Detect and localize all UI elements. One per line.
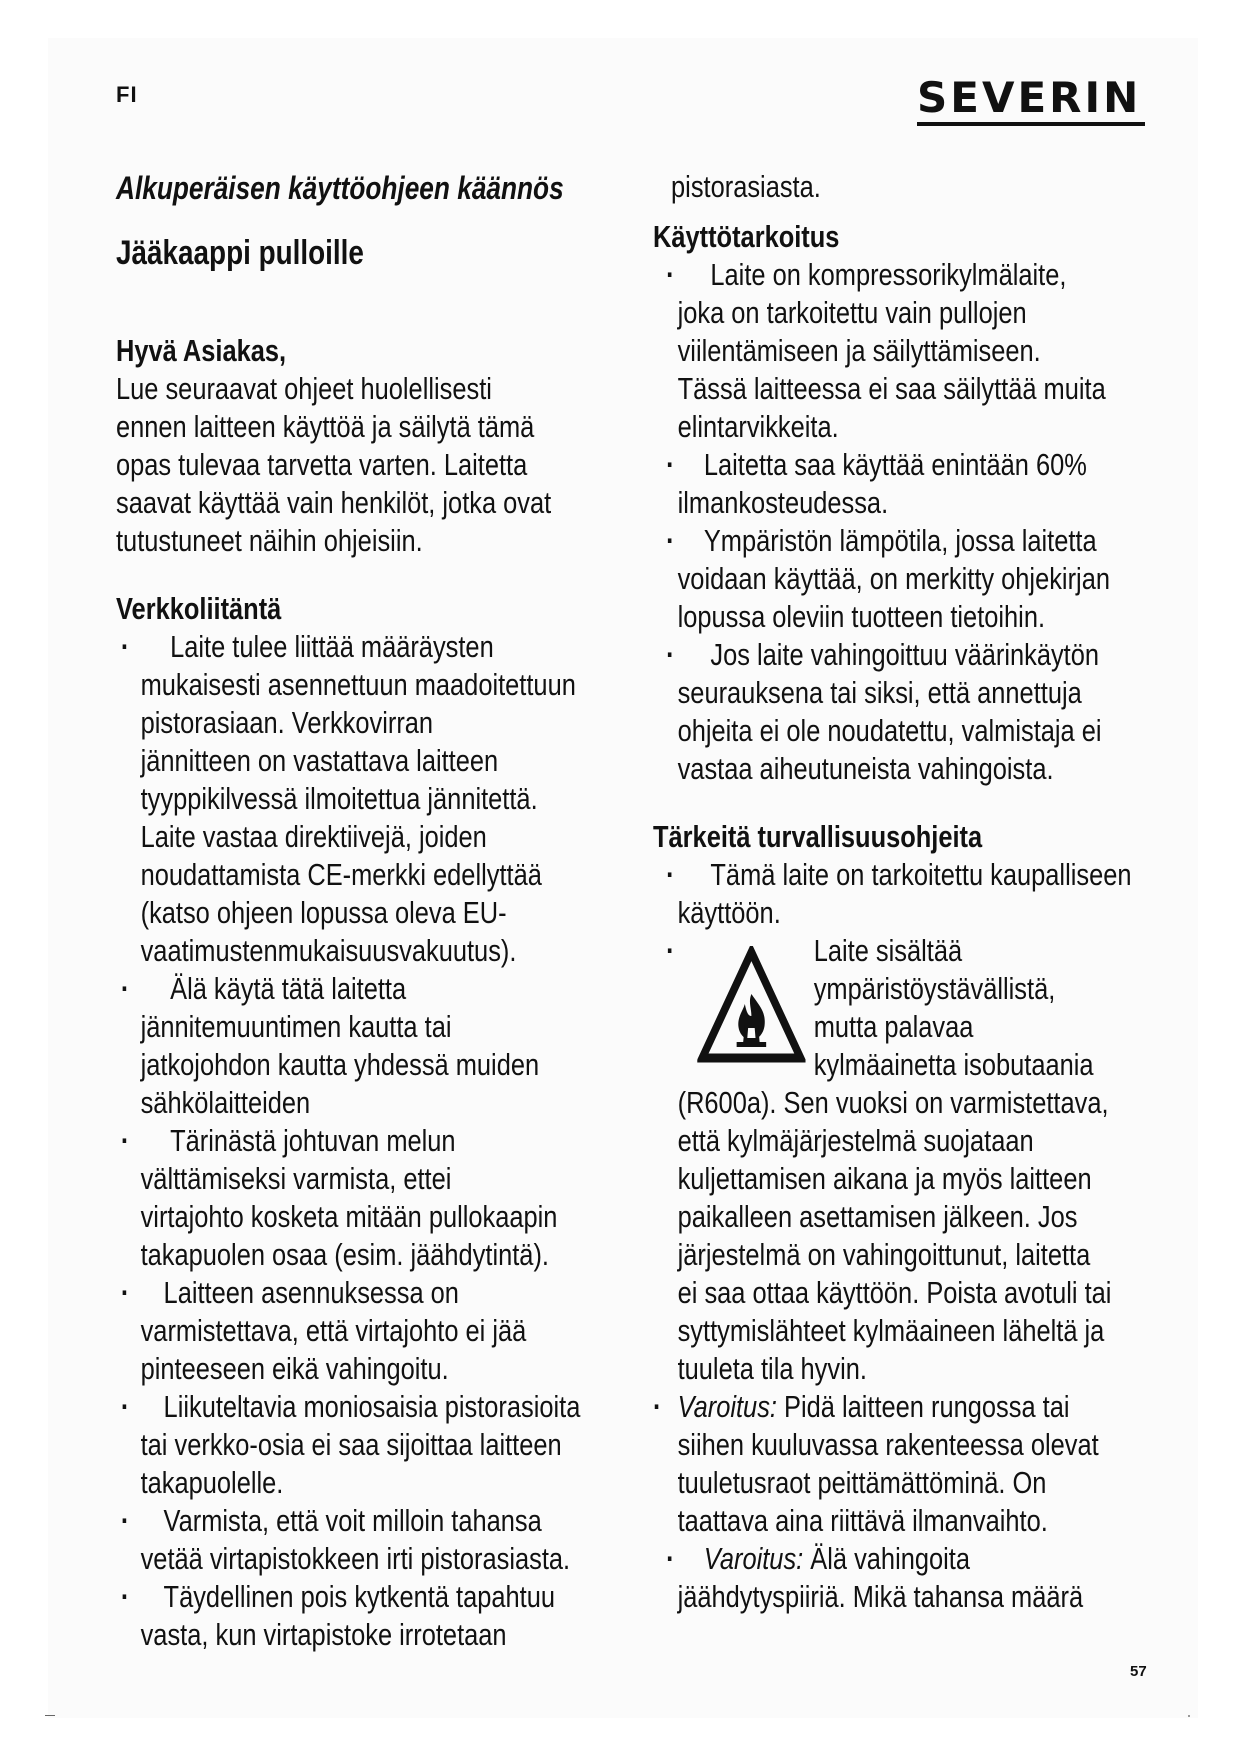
- mains-item: [116, 1274, 542, 1388]
- bullet: ·: [666, 523, 675, 558]
- item-line: [678, 1388, 1096, 1426]
- item-line: Laitetta saa käyttää enintään 60%: [703, 447, 1087, 482]
- use-heading: Käyttötarkoitus: [653, 219, 840, 254]
- item-text: Pidä laitteen rungossa tai: [776, 1389, 1070, 1424]
- item-line: jännitteen on vastattava laitteen: [140, 743, 499, 778]
- use-item: [653, 446, 1096, 522]
- item-line: Laite sisältää: [813, 933, 963, 968]
- item-line: mutta palavaa: [813, 1009, 974, 1044]
- item-line: tuuleta tila hyvin.: [677, 1351, 867, 1386]
- item-line: Laite on kompressorikylmälaite,: [710, 257, 1067, 292]
- bullet: ·: [120, 1123, 130, 1158]
- warning-label: Varoitus:: [677, 1389, 777, 1424]
- item-line: Laite tulee liittää määräysten: [170, 629, 494, 664]
- item-line: jäähdytyspiiriä. Mikä tahansa määrä: [677, 1579, 1084, 1614]
- item-line: noudattamista CE-merkki edellyttää: [140, 857, 542, 892]
- bullet: ·: [120, 1503, 130, 1538]
- mains-item: [116, 628, 576, 970]
- item-line: tai verkko-osia ei saa sijoittaa laitteen: [140, 1427, 562, 1462]
- page-number: 57: [1130, 1663, 1147, 1680]
- item-line: jännitemuuntimen kautta tai: [140, 1009, 452, 1044]
- item-line: Tämä laite on tarkoitettu kaupalliseen: [710, 857, 1132, 892]
- item-line: Tässä laitteessa ei saa säilyttää muita: [677, 371, 1106, 406]
- item-line: mukaisesti asennettuun maadoitettuun: [140, 667, 576, 702]
- safety-item-ventilation: [653, 1388, 1099, 1540]
- item-line: Jos laite vahingoittuu väärinkäytön: [710, 637, 1100, 672]
- bullet: ·: [666, 1541, 675, 1576]
- item-line: [678, 1540, 1096, 1578]
- item-line: viilentämiseen ja säilyttämiseen.: [677, 333, 1041, 368]
- item-line: takapuolen osaa (esim. jäähdytintä).: [140, 1237, 549, 1272]
- item-line: Liikuteltavia moniosaisia pistorasioita: [163, 1389, 581, 1424]
- item-line: vasta, kun virtapistoke irrotetaan: [140, 1617, 507, 1652]
- mains-item: [116, 1388, 581, 1502]
- item-line: tyyppikilvessä ilmoitettua jännitettä.: [140, 781, 538, 816]
- item-line: takapuolelle.: [140, 1465, 284, 1500]
- language-code: FI: [116, 82, 138, 107]
- item-line: järjestelmä on vahingoittunut, laitetta: [677, 1237, 1091, 1272]
- intro-line: saavat käyttää vain henkilöt, jotka ovat: [116, 485, 552, 520]
- item-line: virtajohto kosketa mitään pullokaapin: [140, 1199, 558, 1234]
- item-line: (katso ohjeen lopussa oleva EU-: [140, 895, 507, 930]
- warning-label: Varoitus:: [703, 1541, 804, 1576]
- item-line: ei saa ottaa käyttöön. Poista avotuli tai: [677, 1275, 1112, 1310]
- mains-item: [116, 970, 542, 1122]
- mains-item: [116, 1502, 571, 1578]
- item-line: pistorasiaan. Verkkovirran: [140, 705, 434, 740]
- item-line: että kylmäjärjestelmä suojataan: [677, 1123, 1034, 1158]
- item-line: Täydellinen pois kytkentä tapahtuu: [163, 1579, 556, 1614]
- right-column: [653, 168, 1193, 1616]
- use-item: [653, 256, 1106, 446]
- item-line: voidaan käyttää, on merkitty ohjekirjan: [677, 561, 1110, 596]
- item-text: Älä vahingoita: [803, 1541, 970, 1576]
- item-line: tuuletusraot peittämättöminä. On: [677, 1465, 1047, 1500]
- flammable-warning-icon: [697, 946, 805, 1064]
- item-line: syttymislähteet kylmäaineen läheltä ja: [677, 1313, 1105, 1348]
- intro-line: ennen laitteen käyttöä ja säilytä tämä: [116, 409, 535, 444]
- safety-item-cooling-circuit: [653, 1540, 1096, 1616]
- item-line: ohjeita ei ole noudatettu, valmistaja ei: [677, 713, 1102, 748]
- item-line: pinteeseen eikä vahingoitu.: [140, 1351, 449, 1386]
- intro-paragraph: [116, 370, 552, 560]
- item-line: vastaa aiheutuneista vahingoista.: [677, 751, 1054, 786]
- item-line: jatkojohdon kautta yhdessä muiden: [140, 1047, 540, 1082]
- safety-item: [653, 856, 1132, 932]
- safety-heading: Tärkeitä turvallisuusohjeita: [653, 819, 983, 854]
- warning-text: [814, 932, 1094, 1084]
- left-column: [116, 168, 636, 1654]
- item-line: sähkölaitteiden: [140, 1085, 311, 1120]
- greeting: Hyvä Asiakas,: [116, 333, 287, 368]
- item-line: varmistettava, että virtajohto ei jää: [140, 1313, 527, 1348]
- item-line: ympäristöystävällistä,: [813, 971, 1056, 1006]
- item-line: Älä käytä tätä laitetta: [170, 971, 407, 1006]
- left-column-content: [116, 168, 581, 1654]
- bullet: ·: [120, 1579, 130, 1614]
- bullet: ·: [666, 447, 675, 482]
- item-line: ilmankosteudessa.: [677, 485, 889, 520]
- item-line: kylmäainetta isobutaania: [813, 1047, 1094, 1082]
- item-line: käyttöön.: [677, 895, 781, 930]
- safety-item-refrigerant: [653, 932, 1112, 1388]
- bullet: ·: [120, 971, 130, 1006]
- use-item: [653, 636, 1102, 788]
- item-line: lopussa oleviin tuotteen tietoihin.: [677, 599, 1046, 634]
- item-line: taattava aina riittävä ilmanvaihto.: [677, 1503, 1048, 1538]
- item-line: elintarvikkeita.: [677, 409, 839, 444]
- bullet: ·: [666, 933, 675, 968]
- item-line: Ympäristön lämpötila, jossa laitetta: [703, 523, 1097, 558]
- intro-line: opas tulevaa tarvetta varten. Laitetta: [116, 447, 528, 482]
- item-line: Laite vastaa direktiivejä, joiden: [140, 819, 487, 854]
- item-line: siihen kuuluvassa rakenteessa olevat: [677, 1427, 1099, 1462]
- item-line: seurauksena tai siksi, että annettuja: [677, 675, 1082, 710]
- bullet: ·: [666, 857, 675, 892]
- intro-line: Lue seuraavat ohjeet huolellisesti: [116, 371, 492, 406]
- item-line: joka on tarkoitettu vain pullojen: [677, 295, 1027, 330]
- item-line: Laitteen asennuksessa on: [163, 1275, 459, 1310]
- item-line: kuljettamisen aikana ja myös laitteen: [677, 1161, 1092, 1196]
- brand-logo: SEVERIN: [917, 73, 1142, 122]
- item-line: (R600a). Sen vuoksi on varmistettava,: [677, 1085, 1109, 1120]
- logo-underline: [917, 122, 1145, 126]
- item-line: paikalleen asettamisen jälkeen. Jos: [677, 1199, 1078, 1234]
- item-line: Varmista, että voit milloin tahansa: [163, 1503, 542, 1538]
- bullet: ·: [666, 257, 675, 292]
- document-title: Alkuperäisen käyttöohjeen käännös: [116, 170, 564, 206]
- right-column-content: [653, 168, 1132, 1616]
- bullet: ·: [666, 637, 675, 672]
- mains-item: [116, 1122, 558, 1274]
- warning-row: [678, 932, 1096, 1084]
- footer-mark: [1188, 1715, 1190, 1717]
- item-line: vaatimustenmukaisuusvakuutus).: [140, 933, 517, 968]
- bullet: ·: [120, 629, 130, 664]
- product-title: Jääkaappi pulloille: [116, 234, 364, 272]
- footer-mark: [45, 1715, 55, 1716]
- bullet: ·: [120, 1275, 130, 1310]
- intro-line: tutustuneet näihin ohjeisiin.: [116, 523, 423, 558]
- mains-item: [116, 1578, 556, 1654]
- continued-text: pistorasiasta.: [671, 169, 821, 204]
- item-line: välttämiseksi varmista, ettei: [140, 1161, 452, 1196]
- bullet: ·: [120, 1389, 130, 1424]
- use-item: [653, 522, 1110, 636]
- item-line: vetää virtapistokkeen irti pistorasiasta.: [140, 1541, 571, 1576]
- mains-heading: Verkkoliitäntä: [116, 591, 282, 626]
- item-line: Tärinästä johtuvan melun: [170, 1123, 456, 1158]
- bullet: ·: [653, 1389, 662, 1424]
